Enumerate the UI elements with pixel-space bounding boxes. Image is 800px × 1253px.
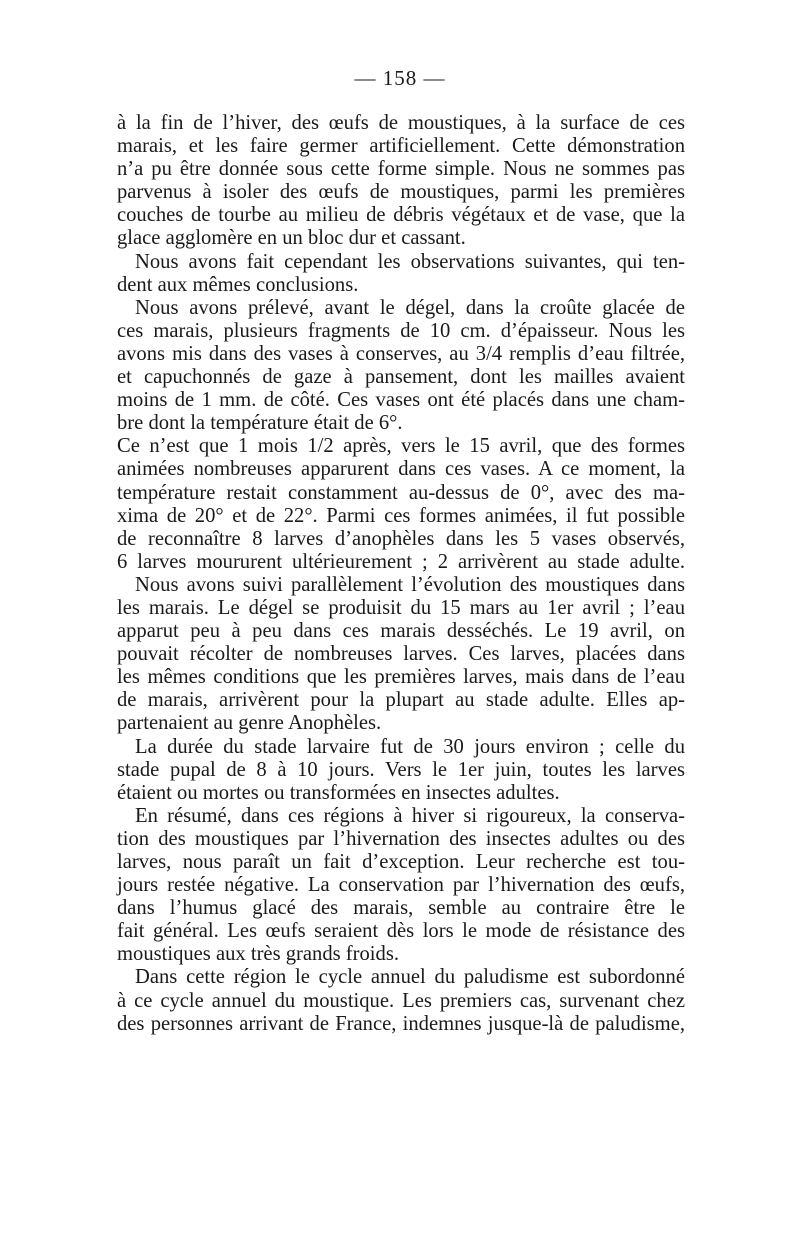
text-line: pouvait récolter de nombreuses larves. Ces larves, placées dans	[117, 643, 685, 666]
text-line: de reconnaître 8 larves d’anophèles dans les 5 vases observés,	[117, 527, 685, 550]
page-number: — 158 —	[354, 66, 446, 90]
text-line: parvenus à isoler des œufs de moustiques, parmi les premières	[117, 181, 685, 204]
text-line: et capuchonnés de gaze à pansement, dont les mailles avaient	[117, 366, 685, 389]
text-line: bre dont la température était de 6°.	[117, 412, 403, 435]
text-line: étaient ou mortes ou transformées en insectes adultes.	[117, 781, 560, 804]
text-line: jours restée négative. La conservation par l’hivernation des œufs,	[117, 874, 685, 897]
paragraph	[117, 966, 685, 1035]
text-line: température restait constamment au-dessus de 0°, avec des ma-	[117, 481, 685, 504]
text-line: moustiques aux très grands froids.	[117, 943, 399, 966]
paragraph	[117, 251, 685, 297]
text-line: glace agglomère en un bloc dur et cassant.	[117, 227, 466, 250]
text-line: les mêmes conditions que les premières larves, mais dans de l’eau	[117, 666, 685, 689]
text-line: 6 larves moururent ultérieurement ; 2 arrivèrent au stade adulte.	[117, 550, 685, 573]
text-line: La durée du stade larvaire fut de 30 jours environ ; celle du	[135, 735, 685, 758]
text-line: couches de tourbe au milieu de débris végétaux et de vase, que la	[117, 204, 685, 227]
paragraph	[117, 435, 685, 574]
text-line: tion des moustiques par l’hivernation des insectes adultes ou des	[117, 827, 685, 850]
text-line: dans l’humus glacé des marais, semble au contraire être le	[117, 897, 685, 920]
text-line: Nous avons fait cependant les observations suivantes, qui ten-	[135, 250, 685, 273]
text-line: les marais. Le dégel se produisit du 15 mars au 1er avril ; l’eau	[117, 596, 685, 619]
text-line: apparut peu à peu dans ces marais desséchés. Le 19 avril, on	[117, 620, 685, 643]
text-line: à ce cycle annuel du moustique. Les premiers cas, survenant chez	[117, 989, 685, 1012]
text-line: ces marais, plusieurs fragments de 10 cm. d’épaisseur. Nous les	[117, 319, 685, 342]
paragraph	[117, 112, 685, 251]
text-line: moins de 1 mm. de côté. Ces vases ont été placés dans une cham-	[117, 389, 685, 412]
text-line: n’a pu être donnée sous cette forme simple. Nous ne sommes pas	[117, 158, 685, 181]
body-text	[117, 112, 685, 1036]
text-line: marais, et les faire germer artificiellement. Cette démonstration	[117, 135, 685, 158]
text-line: de marais, arrivèrent pour la plupart au stade adulte. Elles ap-	[117, 689, 685, 712]
text-line: Dans cette région le cycle annuel du paludisme est subordonné	[135, 966, 685, 989]
text-line: larves, nous paraît un fait d’exception. Leur recherche est tou-	[117, 851, 685, 873]
text-line: partenaient au genre Anophèles.	[117, 712, 382, 735]
text-line: En résumé, dans ces régions à hiver si rigoureux, la conserva-	[135, 804, 685, 827]
text-line: des personnes arrivant de France, indemnes jusque-là de paludisme,	[117, 1012, 685, 1035]
text-line: Ce n’est que 1 mois 1/2 après, vers le 15 avril, que des formes	[117, 435, 685, 458]
text-line: fait général. Les œufs seraient dès lors le mode de résistance des	[117, 920, 685, 943]
paragraph	[117, 574, 685, 736]
paragraph	[117, 297, 685, 436]
paragraph	[117, 736, 685, 805]
text-line: à la fin de l’hiver, des œufs de moustiques, à la surface de ces	[117, 112, 685, 134]
text-line: stade pupal de 8 à 10 jours. Vers le 1er juin, toutes les larves	[117, 758, 685, 781]
text-line: Nous avons suivi parallèlement l’évolution des moustiques dans	[135, 573, 685, 596]
text-line: avons mis dans des vases à conserves, au 3/4 remplis d’eau filtrée,	[117, 342, 685, 365]
text-line: dent aux mêmes conclusions.	[117, 273, 359, 296]
text-line: animées nombreuses apparurent dans ces vases. A ce moment, la	[117, 458, 685, 481]
paragraph	[117, 805, 685, 967]
text-line: xima de 20° et de 22°. Parmi ces formes animées, il fut possible	[117, 504, 685, 527]
text-line: Nous avons prélevé, avant le dégel, dans la croûte glacée de	[135, 296, 685, 319]
